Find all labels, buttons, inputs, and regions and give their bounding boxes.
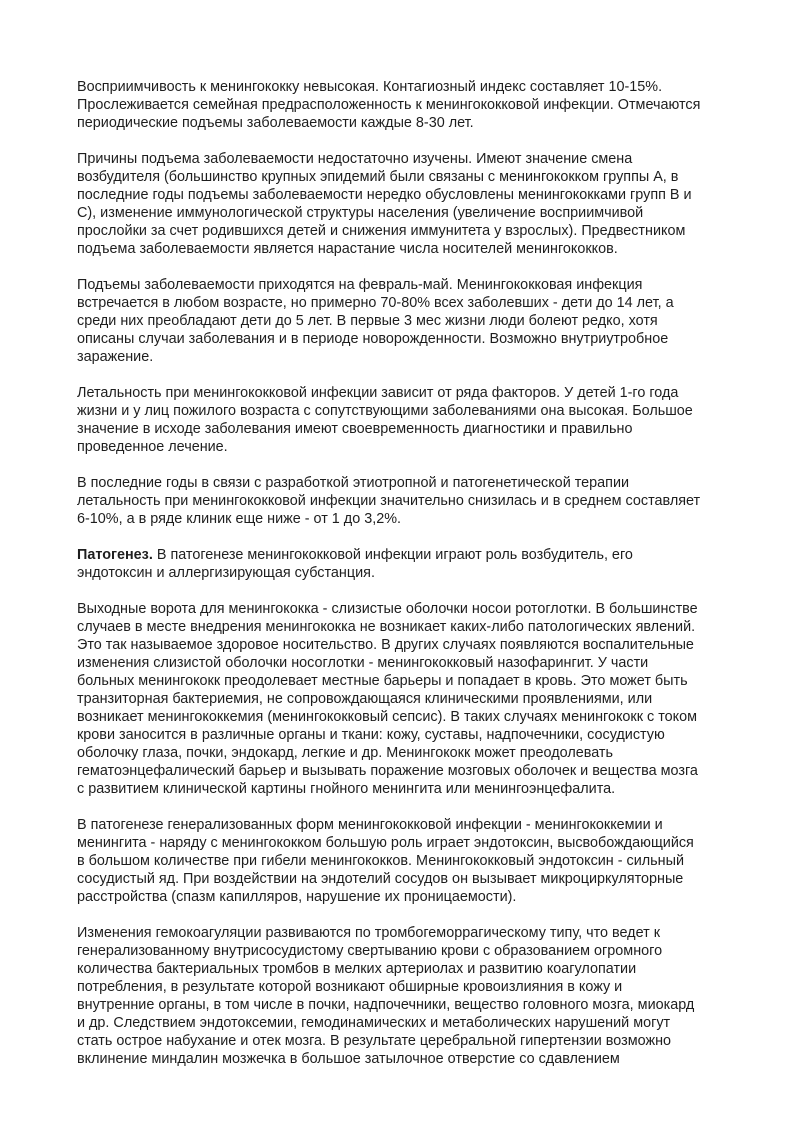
paragraph-pathogenesis: [77, 546, 740, 582]
paragraph-therapy: В последние годы в связи с разработкой этиотропной и патогенетической терапии летальность при менингококковой инфекции значительно снизилась и в среднем составляет 6-10%, а в ряде клиник еще ниже - от 1 до 3,2%.: [77, 475, 701, 527]
paragraph-seasonality: Подъемы заболеваемости приходятся на февраль-май. Менингококковая инфекция встречается в любом возрасте, но примерно 70-80% всех заболевших - дети до 14 лет, а среди них преобладают дети до 5 лет. В первые 3 мес жизни люди болеют редко, хотя описаны случаи заболевания и в периоде новорожденности. Возможно внутриутробное заражение.: [77, 277, 674, 365]
pathogenesis-heading: Патогенез.: [77, 547, 153, 563]
paragraph-entry-gate: Выходные ворота для менингококка - слизистые оболочки носои ротоглотки. В большинстве случаев в месте внедрения менингококка не возникает каких-либо патологических явлений. Это так называемое здоровое носительство. В других случаях появляются воспалительные изменения слизистой оболочки носоглотки - менингококковый назофарингит. У части больных менингококк преодолевает местные барьеры и попадает в кровь. Это может быть транзиторная бактериемия, не сопровождающаяся клиническими проявлениями, или возникает менингококкемия (менингококковый сепсис). В таких случаях менингококк с током крови заносится в различные органы и ткани: кожу, суставы, надпочечники, сосудистую оболочку глаза, почки, эндокард, легкие и др. Менингококк может преодолевать гематоэнцефалический барьер и вызывать поражение мозговых оболочек и вещества мозга с развитием клинической картины гнойного менингита или менингоэнцефалита.: [77, 601, 698, 797]
paragraph-hemocoagulation: Изменения гемокоагуляции развиваются по тромбогеморрагическому типу, что ведет к генерализованному внутрисосудистому свертыванию крови с образованием огромного количества бактериальных тромбов в мелких артериолах и развитию коагулопатии потребления, в результате которой возникают обширные кровоизлияния в кожу и внутренние органы, в том числе в почки, надпочечники, вещество головного мозга, миокард и др. Следствием эндотоксемии, гемодинамических и метаболических нарушений могут стать острое набухание и отек мозга. В результате церебральной гипертензии возможно вклинение миндалин мозжечка в большое затылочное отверстие со сдавлением: [77, 925, 695, 1067]
pathogenesis-text: В патогенезе менингококковой инфекции играют роль возбудитель, его эндотоксин и аллергизирующая субстанция.: [77, 547, 633, 581]
paragraph-causes: Причины подъема заболеваемости недостаточно изучены. Имеют значение смена возбудителя (большинство крупных эпидемий были связаны с менингококком группы А, в последние годы подъемы заболеваемости нередко обусловлены менингококками групп В и С), изменение иммунологической структуры населения (увеличение восприимчивой прослойки за счет родившихся детей и снижения иммунитета у взрослых). Предвестником подъема заболеваемости является нарастание числа носителей менингококков.: [77, 151, 692, 257]
paragraph-lethality: Летальность при менингококковой инфекции зависит от ряда факторов. У детей 1-го года жизни и у лиц пожилого возраста с сопутствующими заболеваниями она высокая. Большое значение в исходе заболевания имеют своевременность диагностики и правильно проведенное лечение.: [77, 385, 693, 455]
paragraph-endotoxin: В патогенезе генерализованных форм менингококковой инфекции - менингококкемии и менингита - наряду с менингококком большую роль играет эндотоксин, высвобождающийся в большом количестве при гибели менингококков. Менингококковый эндотоксин - сильный сосудистый яд. При воздействии на эндотелий сосудов он вызывает микроциркуляторные расстройства (спазм капилляров, нарушение их проницаемости).: [77, 817, 694, 905]
paragraph-susceptibility: Восприимчивость к менингококку невысокая. Контагиозный индекс составляет 10-15%. Прослеживается семейная предрасположенность к менингококковой инфекции. Отмечаются периодические подъемы заболеваемости каждые 8-30 лет.: [77, 79, 701, 131]
